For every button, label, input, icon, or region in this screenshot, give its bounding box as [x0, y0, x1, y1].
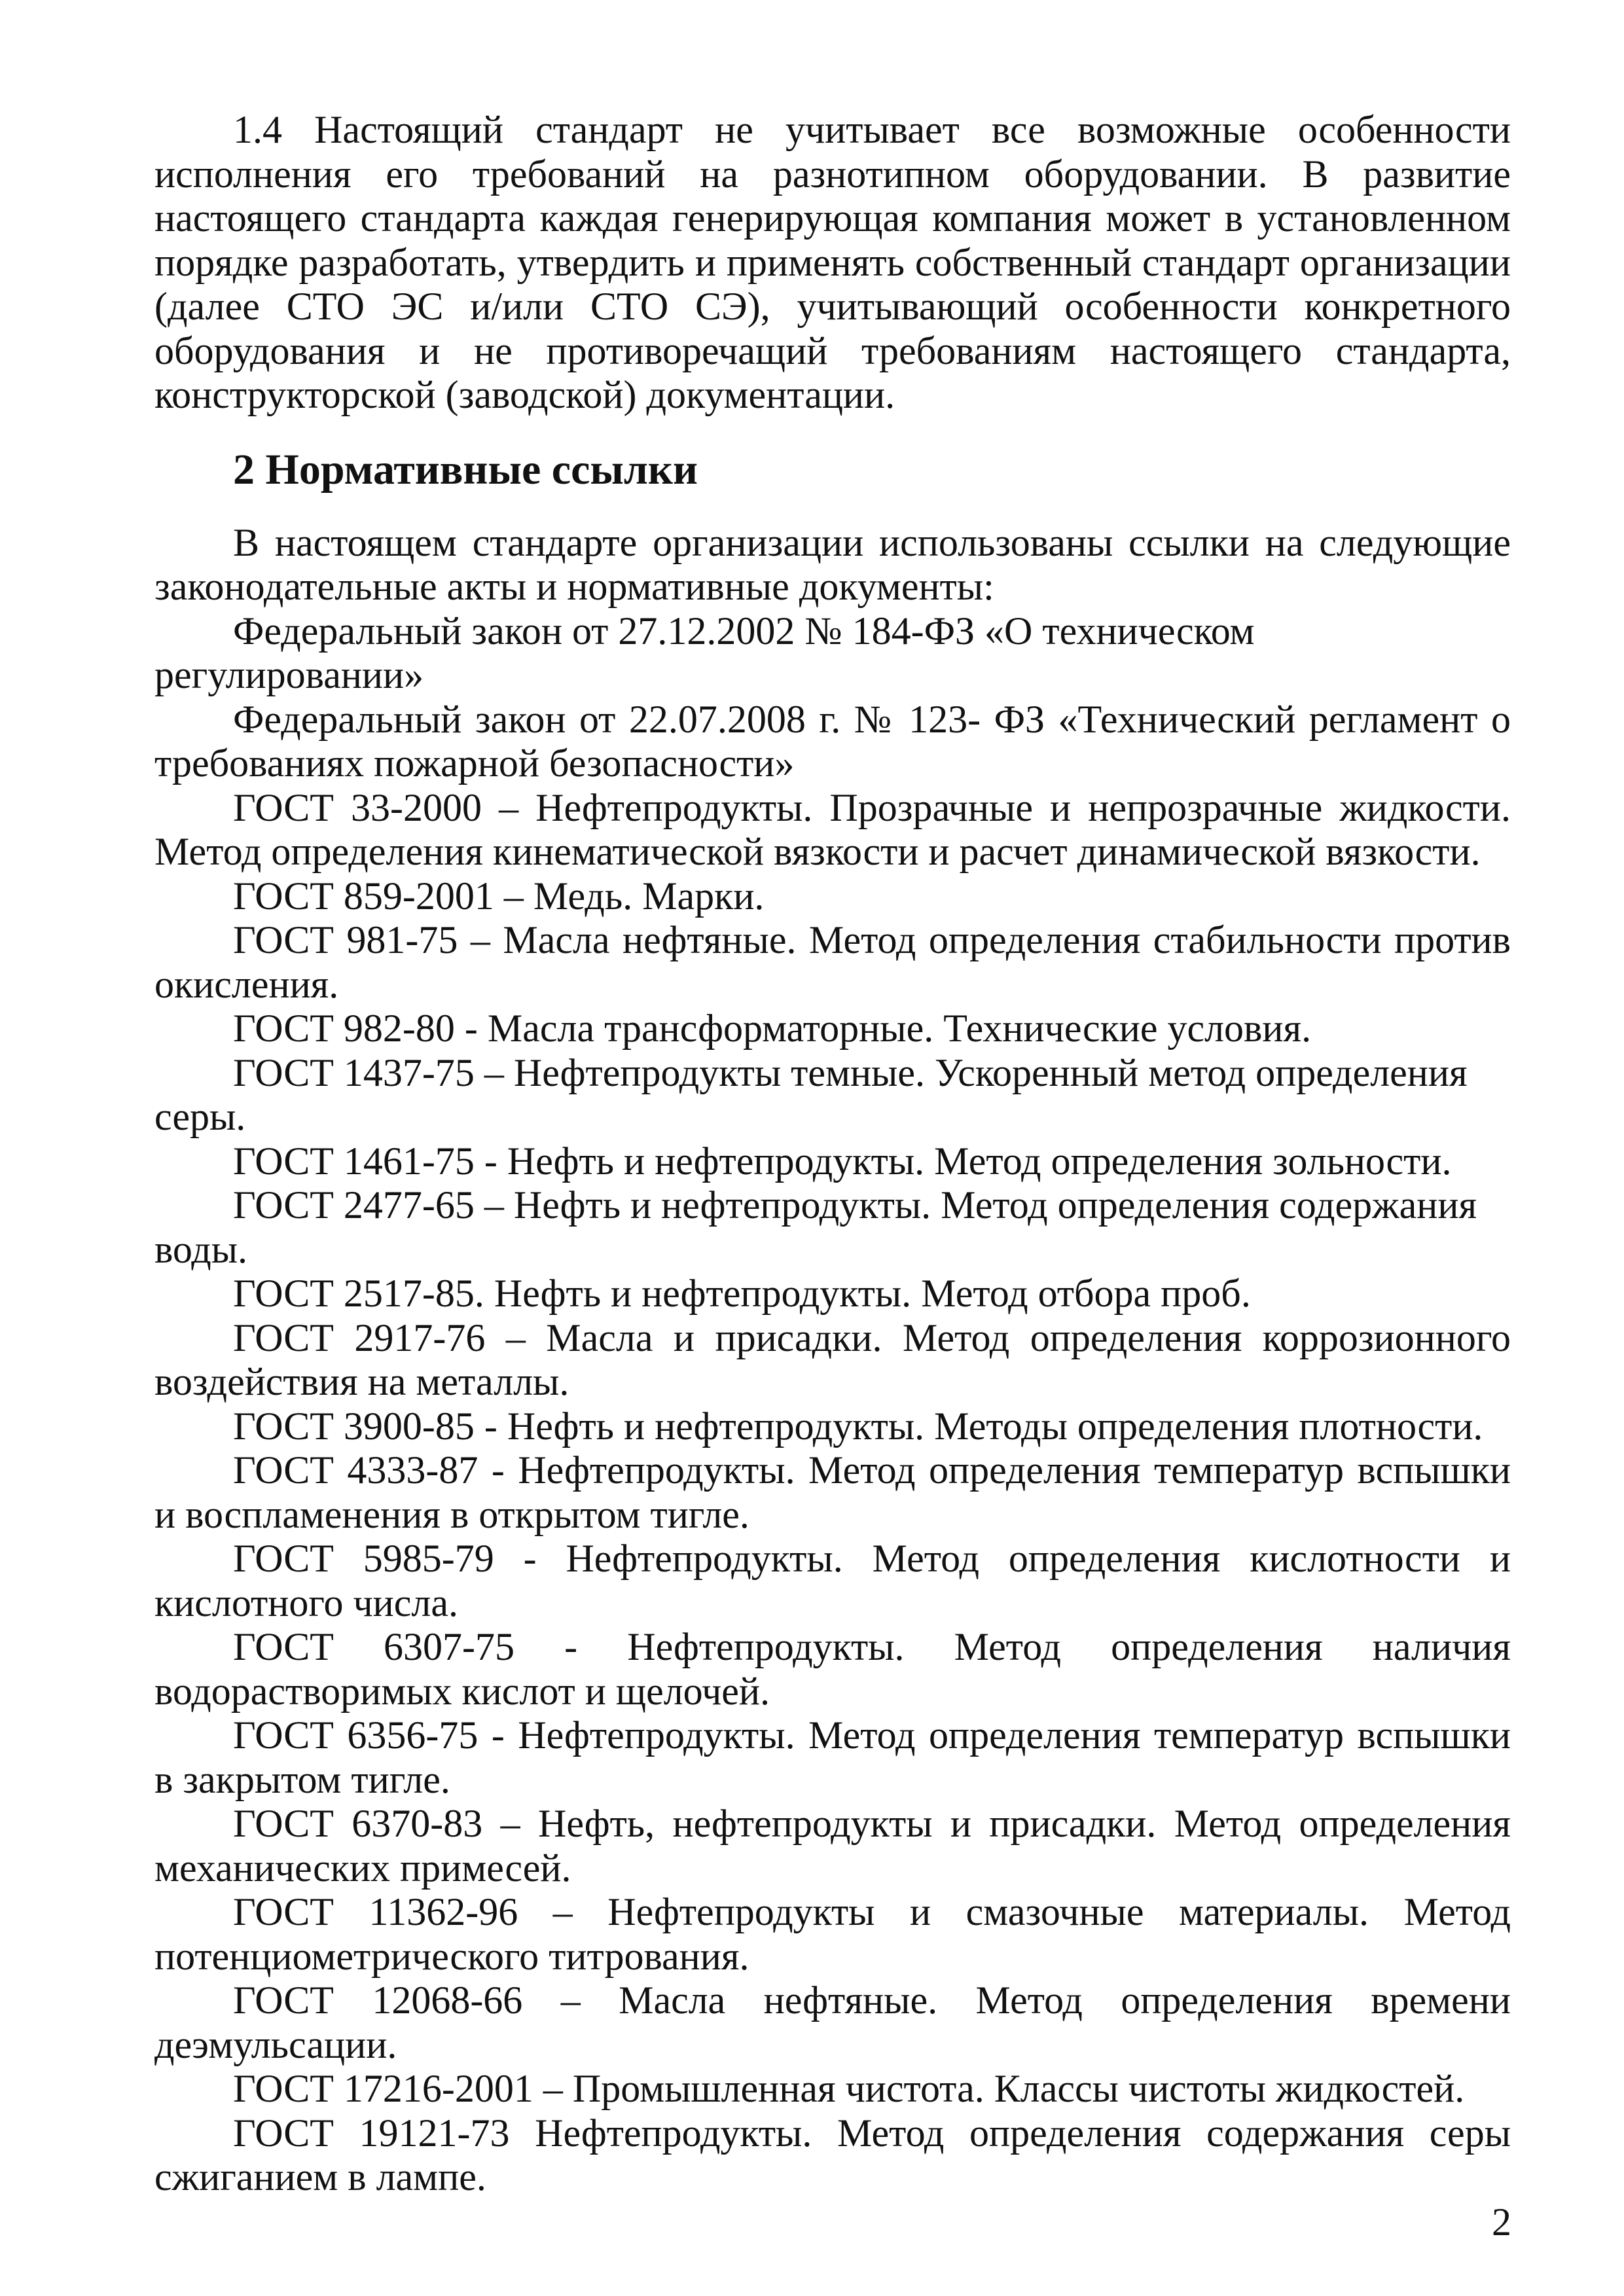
reference-item: ГОСТ 981-75 – Масла нефтяные. Метод определения стабильности против окисления. — [154, 918, 1511, 1006]
reference-item: Федеральный закон от 22.07.2008 г. № 123- ФЗ «Технический регламент о требованиях пожарной безопасности» — [154, 697, 1511, 785]
paragraph-1-4: 1.4 Настоящий стандарт не учитывает все возможные особенности исполнения его требований на разнотипном оборудовании. В развитие настоящего стандарта каждая генерирующая компания может в установленном порядке разработать, утвердить и применять собственный стандарт организации (далее СТО ЭС и/или СТО СЭ), учитывающий особенности конкретного оборудования и не противоречащий требованиям настоящего стандарта, конструкторской (заводской) документации. — [154, 108, 1511, 416]
references-list — [154, 609, 1511, 2200]
section-heading — [233, 444, 1511, 496]
reference-item: ГОСТ 1437-75 – Нефтепродукты темные. Ускоренный метод определения серы. — [154, 1050, 1468, 1138]
reference-item: ГОСТ 6370-83 – Нефть, нефтепродукты и присадки. Метод определения механических примесей. — [154, 1802, 1511, 1890]
page-content — [154, 108, 1511, 2200]
reference-item: ГОСТ 5985-79 - Нефтепродукты. Метод определения кислотности и кислотного числа. — [154, 1537, 1511, 1624]
reference-item: Федеральный закон от 27.12.2002 № 184-ФЗ «О техническом регулировании» — [154, 609, 1255, 696]
reference-item: ГОСТ 2917-76 – Масла и присадки. Метод определения коррозионного воздействия на металлы. — [154, 1316, 1511, 1403]
reference-item: ГОСТ 17216-2001 – Промышленная чистота. Классы чистоты жидкостей. — [233, 2067, 1465, 2110]
reference-item: ГОСТ 2517-85. Нефть и нефтепродукты. Метод отбора проб. — [233, 1272, 1251, 1315]
page-number: 2 — [1492, 2200, 1511, 2244]
section-number: 2 — [233, 445, 255, 493]
references-intro: В настоящем стандарте организации использованы ссылки на следующие законодательные акты и нормативные документы: — [154, 520, 1511, 608]
reference-item: ГОСТ 1461-75 - Нефть и нефтепродукты. Метод определения зольности. — [233, 1139, 1452, 1183]
reference-item: ГОСТ 19121-73 Нефтепродукты. Метод определения содержания серы сжиганием в лампе. — [154, 2111, 1511, 2198]
reference-item: ГОСТ 2477-65 – Нефть и нефтепродукты. Метод определения содержания воды. — [154, 1183, 1477, 1271]
reference-item: ГОСТ 982-80 - Масла трансформаторные. Технические условия. — [233, 1007, 1312, 1050]
reference-item: ГОСТ 11362-96 – Нефтепродукты и смазочные материалы. Метод потенциометрического титрования. — [154, 1890, 1511, 1978]
section-title: Нормативные ссылки — [265, 445, 698, 493]
reference-item: ГОСТ 33-2000 – Нефтепродукты. Прозрачные и непрозрачные жидкости. Метод определения кинематической вязкости и расчет динамической вязкости. — [154, 785, 1511, 873]
reference-item: ГОСТ 859-2001 – Медь. Марки. — [233, 874, 765, 918]
reference-item: ГОСТ 6356-75 - Нефтепродукты. Метод определения температур вспышки в закрытом тигле. — [154, 1713, 1511, 1801]
reference-item: ГОСТ 12068-66 – Масла нефтяные. Метод определения времени деэмульсации. — [154, 1979, 1511, 2066]
reference-item: ГОСТ 4333-87 - Нефтепродукты. Метод определения температур вспышки и воспламенения в открытом тигле. — [154, 1448, 1511, 1536]
reference-item: ГОСТ 3900-85 - Нефть и нефтепродукты. Методы определения плотности. — [233, 1404, 1483, 1448]
reference-item: ГОСТ 6307-75 - Нефтепродукты. Метод определения наличия водорастворимых кислот и щелочей. — [154, 1625, 1511, 1713]
